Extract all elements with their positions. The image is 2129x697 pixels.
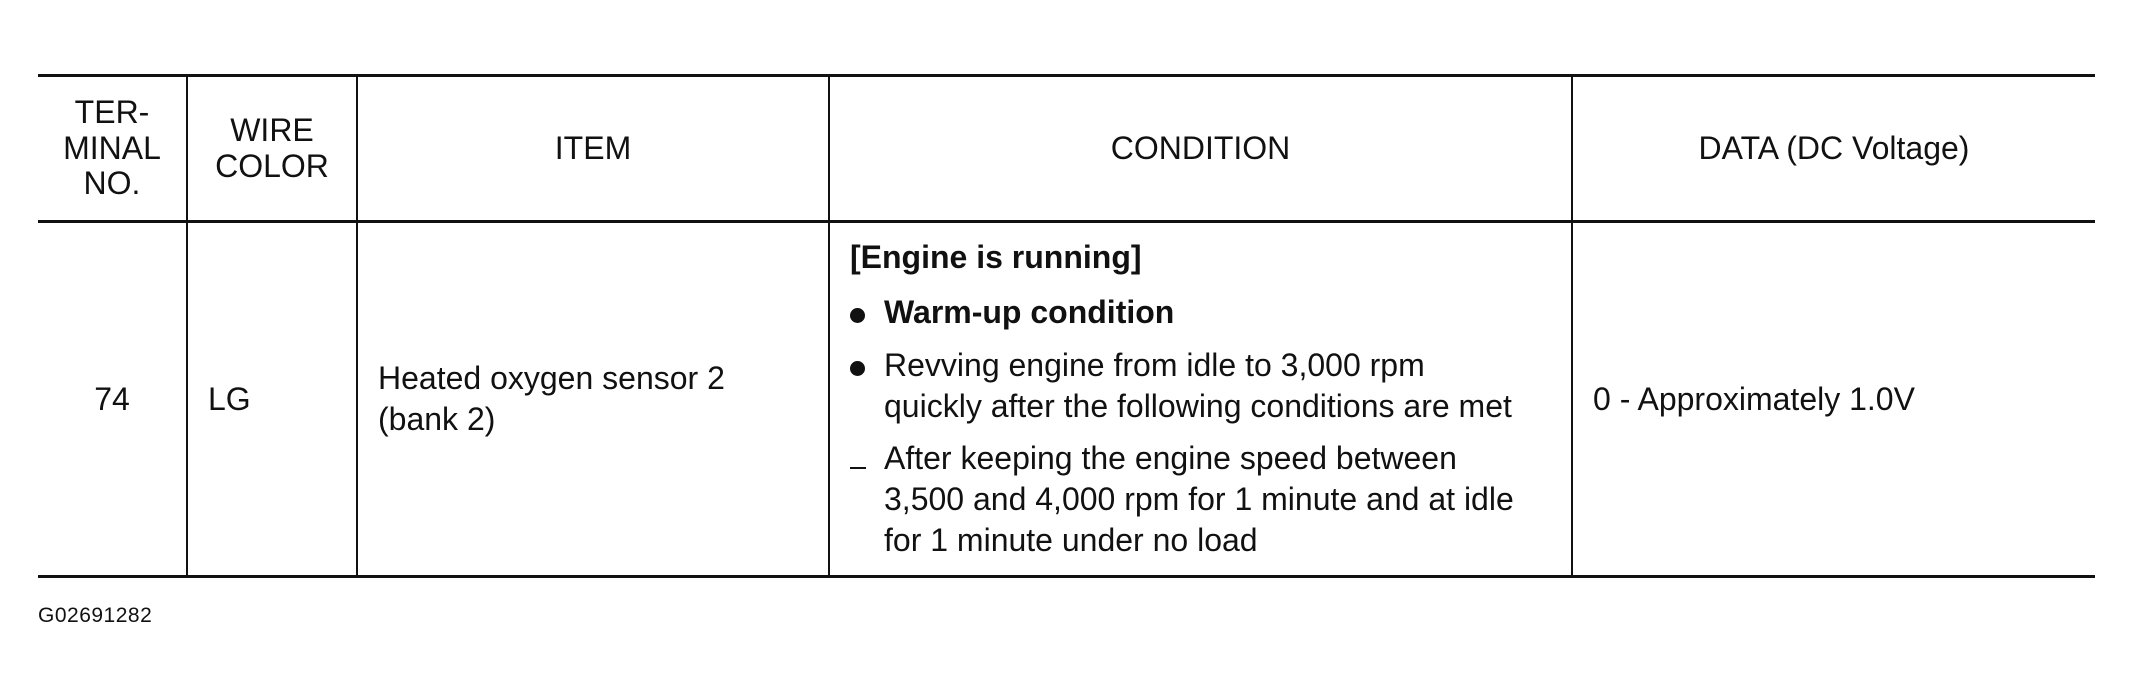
item-value: Heated oxygen sensor 2 (bank 2)	[378, 360, 725, 437]
dash-icon	[850, 438, 878, 479]
condition-line-text: Warm-up condition	[884, 293, 1175, 330]
bullet-icon	[850, 345, 878, 386]
cell-condition	[829, 222, 1572, 577]
terminal-no-value: 74	[94, 380, 130, 417]
header-item-label: ITEM	[554, 129, 632, 166]
header-terminal-no-label: TER- MINAL NO.	[63, 93, 161, 202]
figure-code: G02691282	[38, 604, 153, 627]
cell-data	[1572, 222, 2095, 577]
header-condition	[829, 76, 1572, 222]
wire-color-value: LG	[208, 380, 251, 417]
cell-terminal-no	[38, 222, 187, 577]
condition-line	[850, 345, 1551, 427]
condition-line	[850, 438, 1551, 561]
condition-line-text: After keeping the engine speed between 3,500 and 4,000 rpm for 1 minute and at idle for 1 minute under no load	[884, 440, 1514, 559]
header-data-label: DATA (DC Voltage)	[1698, 129, 1970, 166]
terminal-spec-table	[38, 74, 2095, 578]
table-row	[38, 222, 2095, 577]
table-header-row	[38, 76, 2095, 222]
bullet-icon	[850, 292, 878, 333]
cell-item	[357, 222, 829, 577]
data-value: 0 - Approximately 1.0V	[1593, 380, 1915, 417]
condition-line-text: Revving engine from idle to 3,000 rpm quickly after the following conditions are met	[884, 346, 1512, 424]
cell-wire-color	[187, 222, 357, 577]
header-item	[357, 76, 829, 222]
condition-heading: [Engine is running]	[850, 238, 1142, 275]
header-wire-color	[187, 76, 357, 222]
header-terminal-no	[38, 76, 187, 222]
header-wire-color-label: WIRE COLOR	[215, 111, 329, 184]
header-data	[1572, 76, 2095, 222]
header-condition-label: CONDITION	[1110, 129, 1291, 166]
condition-line	[850, 292, 1551, 333]
